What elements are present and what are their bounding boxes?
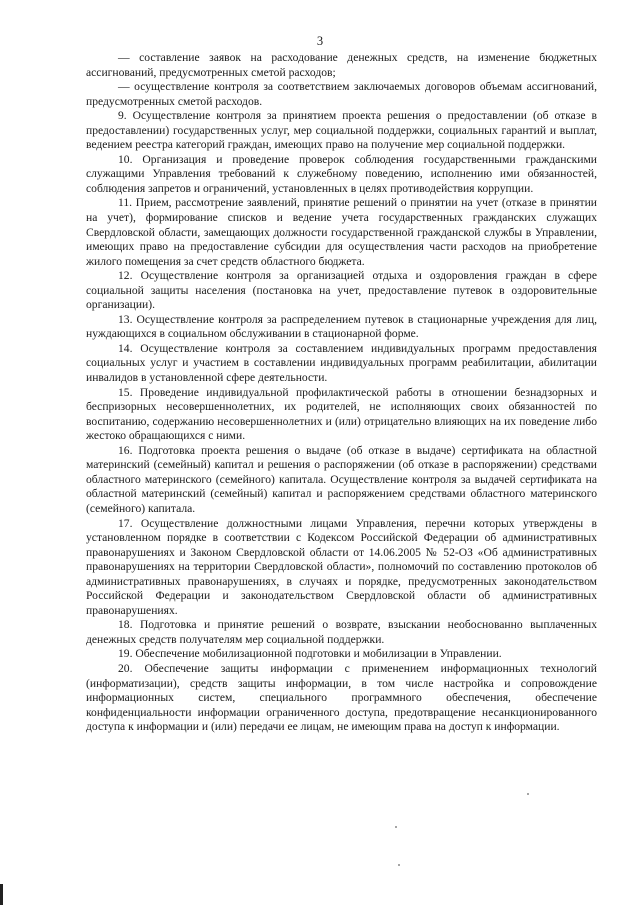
paragraph-dash-2: — осуществление контроля за соответствием заключаемых договоров объемам ассигнований, предусмотренных сметой расходов. xyxy=(86,80,597,108)
paragraph-17: 17. Осуществление должностными лицами Управления, перечни которых утверждены в установленном порядке в соответствии с Кодексом Российской Федерации об административных правонарушениях и Законом Свердловской области от 14.06.2005 № 52-ОЗ «Об административных правонарушениях на территории Свердловской области», полномочий по составлению протоколов об административных правонарушениях, в случаях и порядке, предусмотренных законодательством Российской Федерации и законодательством Свердловской области об административных правонарушениях. xyxy=(86,516,597,617)
paragraph-dash-1: — составление заявок на расходование денежных средств, на изменение бюджетных ассигнований, предусмотренных сметой расходов; xyxy=(86,51,597,79)
paragraph-16: 16. Подготовка проекта решения о выдаче (об отказе в выдаче) сертификата на областной материнский (семейный) капитал и решения о распоряжении (об отказе в распоряжении) средствами областного материнского (семейного) капитала. Осуществление контроля за выдачей сертификата на областной материнский (семейный) капитал и распоряжением средствами областного материнского (семейного) капитала. xyxy=(86,443,597,515)
paragraph-15: 15. Проведение индивидуальной профилактической работы в отношении безнадзорных и беспризорных несовершеннолетних, их родителей, не исполняющих своих обязанностей по воспитанию, содержанию несовершеннолетних и (или) отрицательно влияющих на их поведение либо жестоко обращающихся с ними. xyxy=(86,385,597,443)
paragraph-18: 18. Подготовка и принятие решений о возврате, взыскании необоснованно выплаченных денежных средств получателям мер социальной поддержки. xyxy=(86,618,597,646)
paragraph-20: 20. Обеспечение защиты информации с применением информационных технологий (информатизации), средств защиты информации, в том числе настройка и сопровождение информационных систем, специального программного обеспечения, обеспечение конфиденциальности информации ограниченного доступа, предотвращение несанкционированного доступа к информации и (или) передачи ее лицам, не имеющим права на доступ к информации. xyxy=(86,661,597,734)
paragraph-19: 19. Обеспечение мобилизационной подготовки и мобилизации в Управлении. xyxy=(118,647,502,661)
paragraph-13: 13. Осуществление контроля за распределением путевок в стационарные учреждения для лиц, нуждающихся в социальном обслуживании в стационарной форме. xyxy=(86,312,597,341)
paragraph-12: 12. Осуществление контроля за организацией отдыха и оздоровления граждан в сфере социальной защиты населения (постановка на учет, предоставление путевок в оздоровительные организации). xyxy=(86,269,597,312)
scan-speck xyxy=(395,826,397,828)
paragraph-11: 11. Прием, рассмотрение заявлений, принятие решений о принятии на учет (отказе в принятии на учет), формирование списков и ведение учета государственных гражданских служащих Свердловской области, замещающих должности государственной гражданской службы в Управлении, имеющих право на предоставление субсидии для осуществления части расходов на приобретение жилого помещения за счет средств областного бюджета. xyxy=(86,196,597,268)
paragraph-10: 10. Организация и проведение проверок соблюдения государственными гражданскими служащими Управления требований к служебному поведению, исполнению ими обязанностей, соблюдения запретов и ограничений, установленных в целях противодействия коррупции. xyxy=(86,152,597,195)
page-number: 3 xyxy=(316,34,324,48)
paragraph-14: 14. Осуществление контроля за составлением индивидуальных программ предоставления социальных услуг и участием в составлении индивидуальных программ реабилитации, абилитации инвалидов в установленной сфере деятельности. xyxy=(86,341,597,385)
document-body xyxy=(86,51,597,735)
scan-speck xyxy=(527,793,529,795)
scan-speck xyxy=(398,864,400,866)
scan-edge-mark xyxy=(0,884,3,905)
paragraph-9: 9. Осуществление контроля за принятием проекта решения о предоставлении (об отказе в предоставлении) государственных услуг, мер социальной поддержки, социальных гарантий и выплат, ведением реестра категорий граждан, имеющих право на получение мер социальной поддержки. xyxy=(86,109,597,152)
